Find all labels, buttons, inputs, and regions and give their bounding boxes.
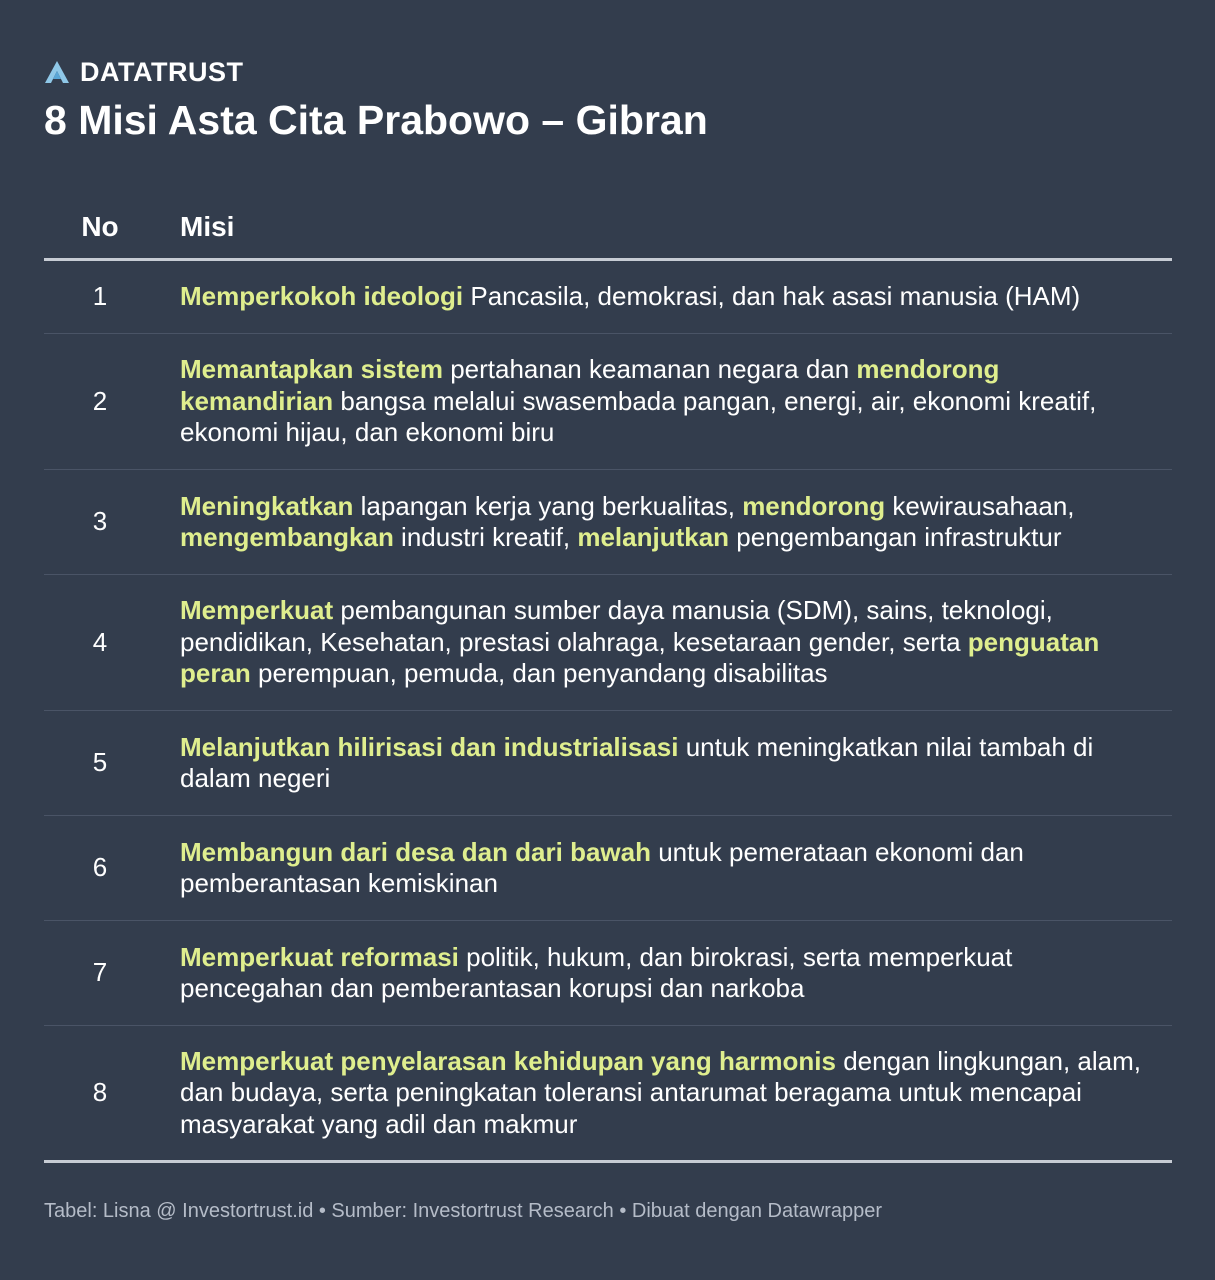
highlight-text: Memantapkan sistem	[180, 354, 443, 385]
row-number: 1	[92, 281, 108, 312]
mission-table	[44, 196, 1172, 1163]
highlight-text: mendorong kemandirian	[180, 354, 1000, 416]
table-row	[44, 816, 1172, 921]
highlight-text: Memperkuat	[180, 595, 334, 626]
highlight-text: mengembangkan	[180, 522, 394, 552]
body-text: bangsa melalui swasembada pangan, energi, air, ekonomi kreatif, ekonomi hijau, dan ekonomi biru	[180, 385, 1097, 448]
highlight-text: Membangun dari desa dan dari bawah	[180, 836, 651, 867]
highlight-text: penguatan peran	[180, 626, 1100, 689]
row-mission-text	[180, 281, 1172, 313]
table-row	[44, 470, 1172, 575]
row-mission-text	[180, 942, 1172, 1005]
row-mission-text	[180, 837, 1172, 900]
body-text: untuk pemerataan ekonomi dan pemberantasan kemiskinan	[180, 836, 1024, 898]
brand	[44, 56, 1172, 88]
body-text: Pancasila, demokrasi, dan hak asasi manusia (HAM)	[463, 281, 1081, 312]
highlight-text: melanjutkan	[577, 522, 730, 552]
row-mission-text	[180, 491, 1172, 554]
header-no: No	[81, 211, 119, 242]
body-text: pengembangan infrastruktur	[729, 522, 1062, 552]
body-text: pembangunan sumber daya manusia (SDM), sains, teknologi, pendidikan, Kesehatan, prestasi olahraga, kesetaraan gender, serta	[180, 595, 1053, 657]
table-header	[44, 196, 1172, 261]
table-row	[44, 921, 1172, 1026]
table-body	[44, 261, 1172, 1163]
row-number: 4	[92, 626, 108, 657]
body-text: politik, hukum, dan birokrasi, serta memperkuat pencegahan dan pemberantasan korupsi dan narkoba	[180, 941, 1013, 1003]
page	[44, 56, 1172, 1163]
datatrust-logo-icon	[44, 60, 70, 84]
highlight-text: Meningkatkan	[180, 490, 354, 521]
table-row	[44, 334, 1172, 470]
highlight-text: mendorong	[742, 490, 886, 521]
footer-source: Tabel: Lisna @ Investortrust.id • Sumber: Investortrust Research • Dibuat dengan Datawrapper	[44, 1200, 883, 1222]
row-mission-text	[180, 1046, 1172, 1141]
row-number: 2	[92, 385, 108, 416]
body-text: industri kreatif,	[393, 522, 578, 552]
page-title: 8 Misi Asta Cita Prabowo – Gibran	[44, 97, 708, 143]
table-row	[44, 711, 1172, 816]
row-number: 6	[92, 852, 108, 883]
body-text: untuk meningkatkan nilai tambah di dalam negeri	[180, 731, 1094, 793]
row-number: 7	[92, 957, 108, 988]
table-row	[44, 575, 1172, 711]
body-text: pertahanan keamanan negara dan	[442, 354, 857, 385]
row-mission-text	[180, 732, 1172, 795]
row-mission-text	[180, 595, 1172, 690]
highlight-text: Memperkuat penyelarasan kehidupan yang harmonis	[180, 1045, 836, 1076]
body-text: lapangan kerja yang berkualitas,	[353, 490, 743, 521]
brand-name: DATATRUST	[80, 56, 244, 87]
row-number: 3	[92, 506, 108, 537]
highlight-text: Melanjutkan hilirisasi dan industrialisasi	[180, 731, 679, 762]
body-text: dengan lingkungan, alam, dan budaya, serta peningkatan toleransi antarumat beragama untuk mencapai masyarakat yang adil dan makmur	[180, 1045, 1141, 1139]
table-row	[44, 261, 1172, 334]
table-row	[44, 1026, 1172, 1163]
row-mission-text	[180, 354, 1172, 449]
highlight-text: Memperkokoh ideologi	[180, 281, 464, 312]
row-number: 5	[92, 747, 108, 778]
highlight-text: Memperkuat reformasi	[180, 941, 459, 972]
body-text: perempuan, pemuda, dan penyandang disabilitas	[250, 658, 828, 689]
row-number: 8	[92, 1077, 108, 1108]
header-misi: Misi	[180, 211, 235, 242]
body-text: kewirausahaan,	[885, 490, 1075, 521]
